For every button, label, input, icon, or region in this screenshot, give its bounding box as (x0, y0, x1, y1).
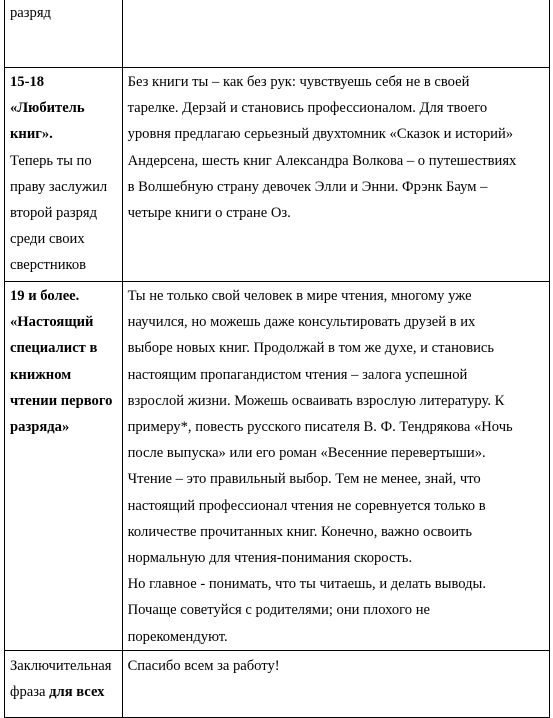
description-text: научился, но можешь даже консультировать друзей в их (127, 314, 476, 331)
description-text: примеру*, повесть русского писателя В. Ф. Тендрякова «Ночь (127, 419, 513, 436)
category-cell (5, 0, 123, 68)
description-text: в Волшебную страну девочек Элли и Энни. Фрэнк Баум – (127, 178, 488, 195)
description-text: нормальную для чтения-понимания скорость. (127, 550, 413, 567)
category-cell (5, 68, 123, 282)
score-range: 15-18 (10, 74, 45, 90)
description-text: четыре книги о стране Оз. (127, 205, 291, 222)
description-text: Ты не только свой человек в мире чтения, многому уже (127, 288, 472, 304)
description-cell (122, 650, 549, 717)
table-row (5, 650, 550, 717)
category-title: «Любитель (10, 100, 85, 117)
description-text: Чтение – это правильный выбор. Тем не менее, знай, что (127, 471, 481, 488)
category-title: книжном (10, 366, 72, 383)
description-text: тарелке. Дерзай и становись профессионалом. Для твоего (127, 100, 488, 117)
description-text: взрослой жизни. Можешь осваивать взрослую литературу. К (127, 392, 505, 409)
category-text: разряд (10, 5, 51, 21)
category-text: Теперь ты по (10, 152, 92, 169)
description-text: выборе новых книг. Продолжай в том же духе, и становись (127, 340, 495, 357)
description-cell (122, 282, 549, 651)
description-text: Андерсена, шесть книг Александра Волкова – о путешествиях (127, 152, 517, 169)
description-text: настоящий профессионал чтения не соревнуется только в (127, 497, 486, 514)
category-text: Заключительная (10, 657, 112, 674)
table-row (5, 68, 550, 282)
table-row (5, 0, 550, 68)
category-text-line (10, 679, 118, 705)
description-text: Без книги ты – как без рук: чувствуешь себя не в своей (127, 74, 470, 90)
description-cell (122, 0, 549, 68)
table-row (5, 282, 550, 651)
category-title: специалист в (10, 340, 98, 357)
category-text: второй разряд (10, 205, 98, 222)
category-emphasis: для всех (49, 684, 105, 701)
category-title: разряда» (10, 419, 70, 436)
category-text: среди своих (10, 231, 85, 248)
description-text: уровня предлагаю серьезный двухтомник «Сказок и историй» (127, 126, 514, 143)
description-text: количестве прочитанных книг. Конечно, важно освоить (127, 523, 473, 540)
description-text: Почаще советуйся с родителями; они плохого не (127, 602, 431, 619)
results-table (4, 0, 550, 718)
category-text: сверстников (10, 257, 87, 274)
category-cell (5, 650, 123, 717)
category-text: фраза (10, 684, 50, 701)
description-text: после выпуска» или его роман «Весенние перевертыши». (127, 445, 486, 462)
category-title: чтении первого (10, 392, 113, 409)
category-cell (5, 282, 123, 651)
description-text: настоящим пропагандистом чтения – залога успешной (127, 366, 468, 383)
description-cell (122, 68, 549, 282)
category-title: «Настоящий (10, 314, 94, 331)
category-title: книг». (10, 126, 53, 143)
category-text: праву заслужил (10, 178, 108, 195)
description-text: Но главное - понимать, что ты читаешь, и делать выводы. (127, 576, 486, 593)
description-text: порекомендуют. (127, 628, 228, 645)
score-range: 19 и более. (10, 288, 80, 304)
closing-phrase: Спасибо всем за работу! (127, 657, 280, 674)
